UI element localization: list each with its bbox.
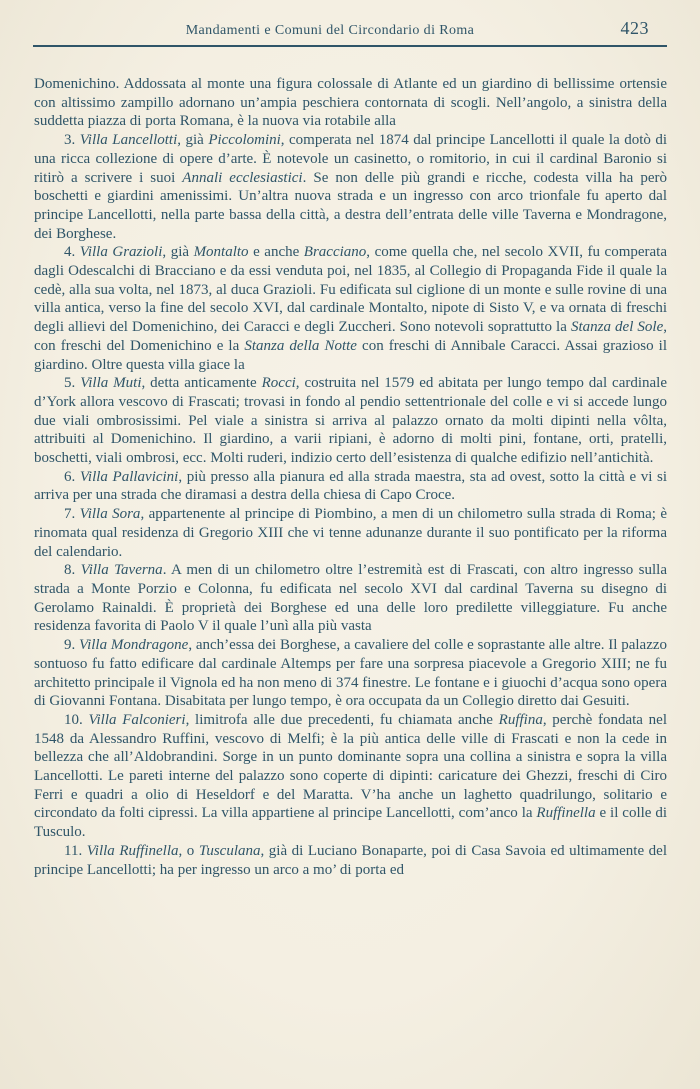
paragraph: [34, 505, 667, 561]
paragraph: [34, 842, 667, 879]
text-run: 9.: [64, 637, 80, 654]
paragraph: [34, 711, 667, 842]
italic-text-run: Piccolomini: [208, 132, 281, 149]
paragraph: [34, 374, 667, 468]
page-number: 423: [620, 18, 649, 38]
running-title: Mandamenti e Comuni del Circondario di Roma: [185, 23, 475, 38]
italic-text-run: Stanza del Sole: [570, 319, 664, 336]
italic-text-run: Villa Taverna: [80, 562, 163, 579]
italic-text-run: Ruffina: [498, 711, 543, 728]
text-run: 4.: [64, 244, 80, 261]
text-run: , come quella che, nel secolo XVII, fu comperata dagli Odescalchi di Bracciano e da essi venduta poi, nel 1835, al Collegio di Propaganda Fide il quale la cedè, alla sua volta, nel 1873, al duca Grazioli. Fu edificata sul ciglione di un monte e sulle rovine di una villa antica, verso la fine del secolo XVI, dal cardinale Montalto, nipote di Sisto V, e va ornata di freschi degli allievi del Domenichino, dei Caracci e degli Zuccheri. Sono notevoli soprattutto la: [34, 244, 668, 336]
text-run: , detta anticamente: [141, 375, 262, 392]
italic-text-run: Montalto: [193, 244, 249, 261]
text-run: , anch’essa dei Borghese, a cavaliere del colle e soprastante alle altre. Il palazzo sontuoso fu fatto edificare dal cardinale Altemps per fare una sorpresa piacevole a Gregorio XIII; ne fu architetto principale il Vignola ed ha non meno di 374 finestre. Le fontane e i giuochi d’acqua sono opera di Giovanni Fontana. Disabitata per lungo tempo, è ora occupata da un Collegio diretto dai Gesuiti.: [34, 637, 668, 710]
text-run: , appartenente al principe di Piombino, a men di un chilometro sulla strada di Roma; è rinomata qual residenza di Gregorio XIII che vi tenne adunanze durante il suo pontificato per la riforma del calendario.: [34, 506, 668, 560]
text-run: , già di Luciano Bonaparte, poi di Casa Savoia ed ultimamente del principe Lancellotti; ha per ingresso un arco a mo’ di porta ed: [34, 842, 667, 878]
text-run: 6.: [64, 468, 80, 485]
paragraph: [34, 468, 667, 505]
text-run: Domenichino. Addossata al monte una figura colossale di Atlante ed un giardino di bellissime ortensie con altissimo zampillo adornano un’ampia peschiera contornata di scogli. Nell’angolo, a sinistra della suddetta piazza di porta Romana, è la nuova via rotabile alla: [34, 76, 667, 130]
italic-text-run: Villa Mondragone: [79, 637, 189, 654]
italic-text-run: Annali ecclesiastici: [182, 169, 303, 186]
header-rule: [33, 45, 667, 47]
text-run: 5.: [64, 375, 81, 392]
italic-text-run: Ruffinella: [536, 805, 596, 822]
paragraph: [34, 131, 667, 243]
italic-text-run: Bracciano: [303, 244, 367, 261]
italic-text-run: Villa Ruffinella: [86, 842, 179, 859]
italic-text-run: Villa Grazioli: [79, 244, 163, 261]
italic-text-run: Stanza della Notte: [244, 337, 357, 354]
text-run: 11.: [64, 842, 87, 859]
text-run: , più presso alla pianura ed alla strada maestra, sta ad ovest, sotto la città e vi si arriva per una strada che diramasi a destra della chiesa di Capo Croce.: [34, 468, 667, 504]
text-run: , perchè fondata nel 1548 da Alessandro Ruffini, vescovo di Melfi; è la più antica delle ville di Frascati e non la cede in bellezza che all’Aldobrandini. Sorge in un punto dominante sopra una collina a sinistra e sopra la villa Lancellotti. Le pareti interne del palazzo sono coperte di dipinti: caricature dei Ghezzi, freschi di Ciro Ferri e quadri a olio di Heseldorf e del Maratta. V’ha anche un laghetto quadrilungo, solitario e circondato da folti cipressi. La villa appartiene al principe Lancellotti, com’anco la: [34, 711, 667, 822]
italic-text-run: Villa Sora: [79, 506, 141, 523]
text-run: con freschi di Annibale Caracci. Assai grazioso il giardino. Oltre questa villa giace la: [34, 337, 667, 373]
text-run: . A men di un chilometro oltre l’estremità est di Frascati, con altro ingresso sulla strada a Monte Porzio e Colonna, fu edificata nel secolo XVI dal cardinal Taverna su disegno di Gerolamo Rainaldi. È proprietà dei Borghese ed una delle loro predilette villeggiature. Fu anche residenza favorita di Paolo V il quale l’unì alla più vasta: [34, 562, 668, 635]
page-body: [34, 75, 667, 879]
italic-text-run: Villa Falconieri: [88, 711, 186, 728]
text-run: 8.: [64, 562, 81, 579]
paragraph: [34, 75, 667, 131]
text-run: e il colle di Tusculo.: [34, 805, 668, 841]
text-run: 7.: [64, 506, 80, 523]
text-run: 10.: [64, 711, 89, 728]
text-run: e anche: [248, 244, 304, 261]
italic-text-run: Rocci: [261, 375, 296, 392]
text-run: , con freschi del Domenichino e la: [34, 319, 668, 354]
italic-text-run: Villa Muti: [80, 375, 142, 392]
text-run: , già: [177, 132, 209, 149]
paragraph: [34, 561, 667, 636]
text-run: , già: [162, 244, 194, 261]
text-run: . Se non delle più grandi e ricche, codesta villa ha però boschetti e giardini amenissimi. Un’altra nuova strada e un ingresso con arco trionfale fu aperto dal principe Lancellotti, nella parte bassa della città, a destra dell’entrata delle ville Taverna e Mondragone, dei Borghese.: [34, 169, 667, 242]
paragraph: [34, 636, 667, 711]
paragraph: [34, 243, 667, 374]
text-run: , o: [178, 842, 199, 859]
text-run: 3.: [64, 132, 80, 149]
text-run: , comperata nel 1874 dal principe Lancellotti il quale la dotò di una ricca collezione di opere d’arte. È notevole un casinetto, o romitorio, in cui il cardinal Baronio si ritirò a scrivere i suoi: [34, 132, 668, 186]
italic-text-run: Tusculana: [198, 842, 261, 859]
italic-text-run: Villa Lancellotti: [79, 132, 178, 149]
page-header: [33, 20, 667, 42]
text-run: , limitrofa alle due precedenti, fu chiamata anche: [185, 711, 499, 728]
text-run: , costruita nel 1579 ed abitata per lungo tempo dal cardinale d’York allora vescovo di Frascati; trovasi in fondo al pendio settentrionale del colle e vi si accede lungo due viali ombrosissimi. Pel viale a sinistra si arriva al palazzo ornato da molti dipinti nella vôlta, attribuiti al Domenichino. Il giardino, a varii ripiani, è adorno di molti pini, fontane, orti, pratelli, boschetti, viali ombrosi, ecc. Molti ruderi, indizio certo dell’esistenza di qualche edifizio nell’antichità.: [34, 375, 668, 467]
italic-text-run: Villa Pallavicini: [79, 468, 179, 485]
